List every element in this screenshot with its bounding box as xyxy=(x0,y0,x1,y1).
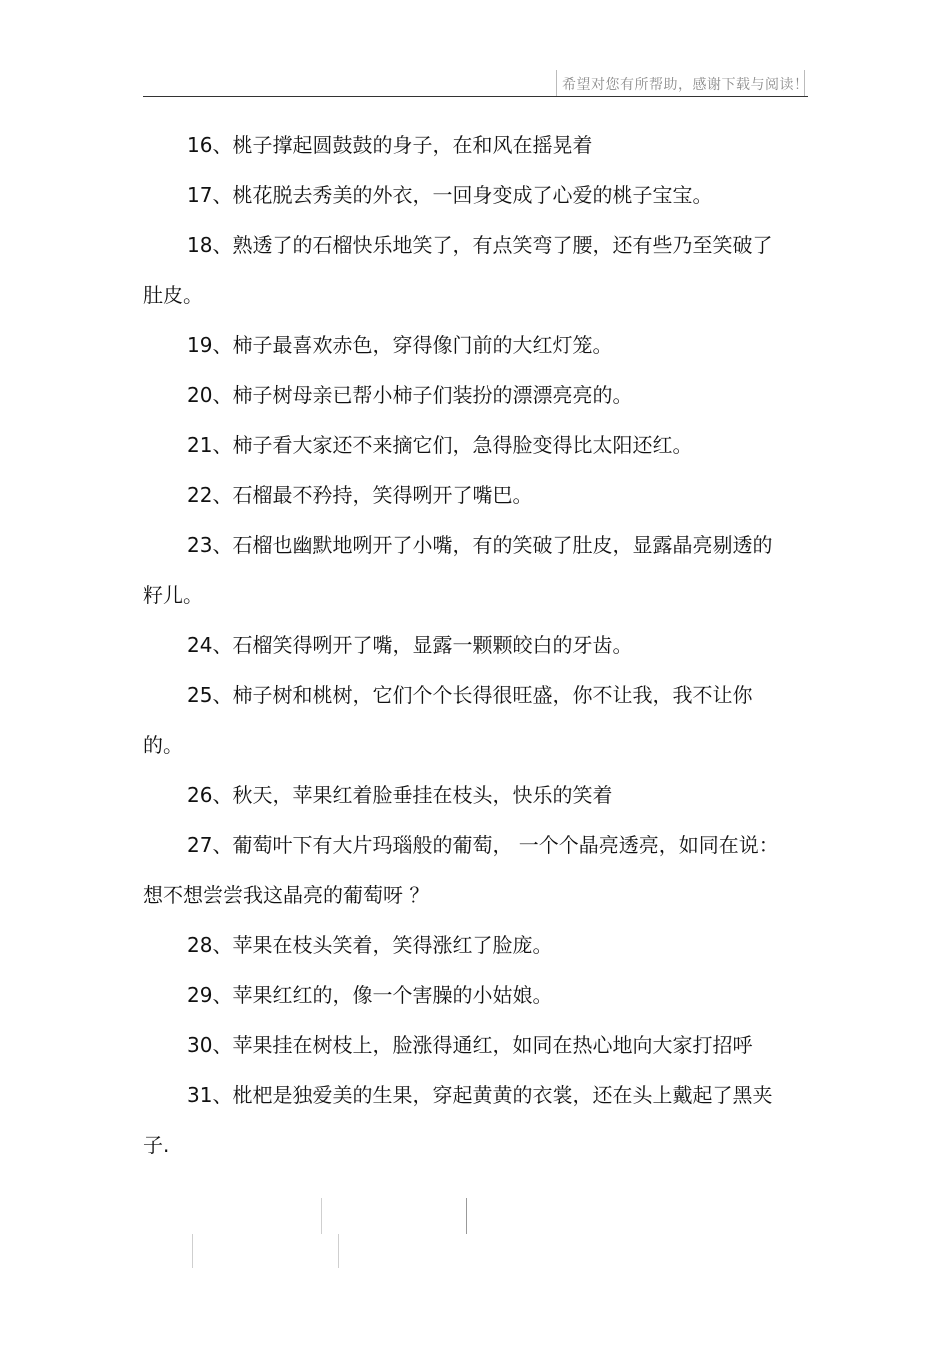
page-mark xyxy=(192,1234,193,1268)
paragraph: 22、石榴最不矜持，笑得咧开了嘴巴。 xyxy=(187,483,533,507)
document-body xyxy=(143,120,783,1170)
paragraph: 25、柿子树和桃树，它们个个长得很旺盛，你不让我，我不让你的。 xyxy=(143,683,753,757)
paragraph: 21、柿子看大家还不来摘它们，急得脸变得比太阳还红。 xyxy=(187,433,693,457)
paragraph: 30、苹果挂在树枝上，脸涨得通红，如同在热心地向大家打招呼 xyxy=(187,1033,753,1057)
paragraph: 27、葡萄叶下有大片玛瑙般的葡萄， 一个个晶亮透亮，如同在说：想不想尝尝我这晶亮的葡萄呀 ？ xyxy=(143,833,779,907)
paragraph: 24、石榴笑得咧开了嘴，显露一颗颗皎白的牙齿。 xyxy=(187,633,633,657)
paragraph: 16、桃子撑起圆鼓鼓的身子，在和风在摇晃着 xyxy=(187,133,593,157)
paragraph: 17、桃花脱去秀美的外衣，一回身变成了心爱的桃子宝宝。 xyxy=(187,183,713,207)
page-mark xyxy=(321,1198,322,1234)
paragraph: 20、柿子树母亲已帮小柿子们装扮的漂漂亮亮的。 xyxy=(187,383,633,407)
header-divider xyxy=(143,96,808,97)
paragraph: 18、熟透了的石榴快乐地笑了，有点笑弯了腰，还有些乃至笑破了肚皮。 xyxy=(143,233,773,307)
page-mark xyxy=(466,1198,467,1234)
header-tagline: 希望对您有所帮助，感谢下载与阅读！ xyxy=(562,77,809,93)
paragraph: 28、苹果在枝头笑着，笑得涨红了脸庞。 xyxy=(187,933,553,957)
paragraph: 23、石榴也幽默地咧开了小嘴，有的笑破了肚皮，显露晶亮剔透的籽儿。 xyxy=(143,533,773,607)
paragraph: 29、苹果红红的，像一个害臊的小姑娘。 xyxy=(187,983,553,1007)
paragraph: 26、秋天，苹果红着脸垂挂在枝头，快乐的笑着 xyxy=(187,783,613,807)
page-mark xyxy=(338,1234,339,1268)
paragraph: 31、枇杷是独爱美的生果，穿起黄黄的衣裳，还在头上戴起了黑夹子. xyxy=(143,1083,773,1157)
paragraph: 19、柿子最喜欢赤色，穿得像门前的大红灯笼。 xyxy=(187,333,613,357)
